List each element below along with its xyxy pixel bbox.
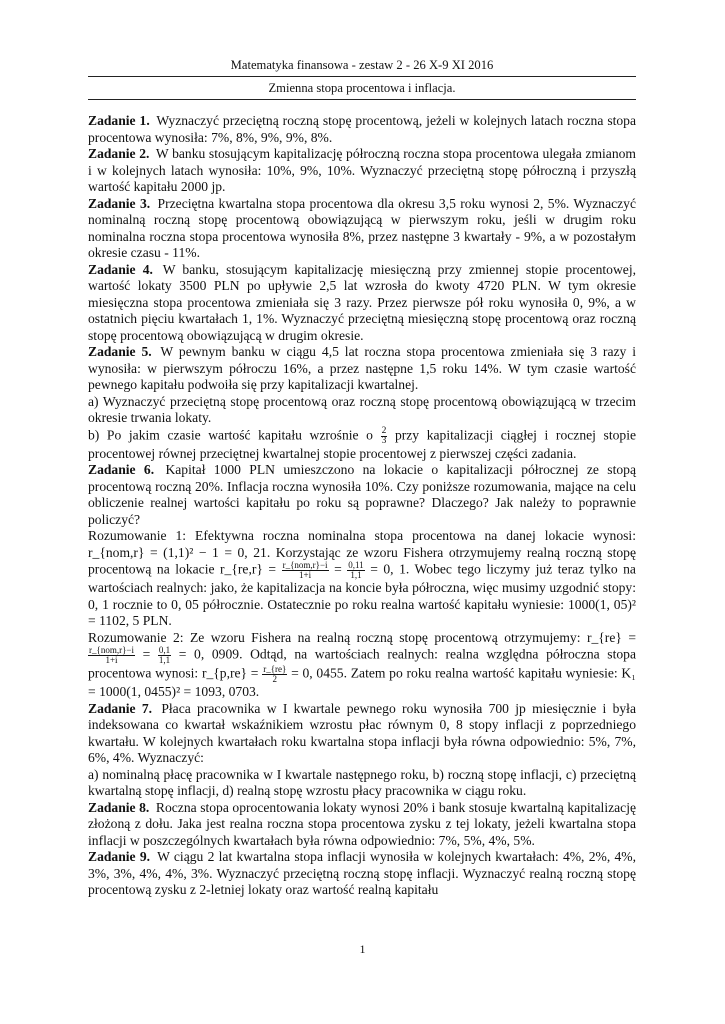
document-subtitle: Zmienna stopa procentowa i inflacja. [88,77,636,100]
task-label: Zadanie 2. [88,146,150,161]
fraction: r_{nom,r}−i 1+i [282,560,328,580]
task-text: Przeciętna kwartalna stopa procentowa dla okresu 3,5 roku wynosi 2, 5%. Wyznaczyć nominalną roczną stopę procentową obowiązującą w pierwszym roku, jeśli w drugim roku nominalna roczna stopa procentowa wynosiła 8%, przez następne 3 kwartały - 9%, a w pozostałym okresie czasu - 11%. [88,195,636,260]
task-text: Roczna stopa oprocentowania lokaty wynosi 20% i bank stosuje kwartalną kapitalizację złożoną z dołu. Jaka jest realna roczna stopa procentowa zysku z tej lokaty, jeżeli kwartalna stopa inflacji w poszczególnych kwartałach była równa odpowiednio: 7%, 5%, 4%, 5%. [88,799,637,848]
task-label: Zadanie 8. [88,799,150,815]
task-label: Zadanie 7. [88,700,153,716]
task-text: Kapitał 1000 PLN umieszczono na lokacie o kapitalizacji półrocznej ze stopą procentową roczną 20%. Inflacja roczna wynosiła 10%. Czy poniższe rozumowania, mające na celu obliczenie realnej wartości kapitału po roku są poprawne? Dlaczego? Jak należy to poprawnie policzyć? [88,462,636,527]
task-7 [88,701,636,767]
task-label: Zadanie 1. [88,113,150,128]
document-page [88,58,636,899]
task-text: Płaca pracownika w I kwartale pewnego roku wynosiła 700 jp miesięcznie i była indeksowana co kwartał wskaźnikiem wzrostu płac równym 0, 8 stopy inflacji z poprzedniego kwartału. W kolejnych kwartałach roku kwartalna stopa inflacji była równa odpowiednio: 5%, 7%, 6%, 4%. Wyznaczyć: [88,700,636,765]
task-5-part-b: b) Po jakim czasie wartość kapitału wzrośnie o $\frac{2}{3}$ przy kapitalizacji ciągłej i rocznej stopie procentowej równej przeciętnej kwartalnej stopie procentowej z pierwszej części zadania. [88,425,637,461]
task-label: Zadanie 4. [88,261,153,277]
reasoning-2: Rozumowanie 2: Ze wzoru Fishera na realną roczną stopę procentową otrzymujemy: r_{re} = r_{nom,r}−i 1+i = $\frac{0,1}{1,1}$ = 0, 0909. Odtąd, na wartościach realnych: realna względna półroczna stopa procentowa wynosi: r_{p,re} = $\frac{r\_\{re\}}{2}$ = 0, 0455. Zatem po roku realna wartość kapitału wyniesie: K₁ = 1000(1, 0455)² = 1093, 0703. [88,629,636,699]
document-body [88,113,636,899]
fraction: $\frac{r\_\{re\}}{2}$ [263,664,287,684]
task-text: W pewnym banku w ciągu 4,5 lat roczna stopa procentowa zmieniała się 3 razy i wynosiła: w pierwszym półroczu 16%, a przez następne 1,5 roku 14%. W tym czasie wartość pewnego kapitału podwoiła się przy kapitalizacji kwartalnej. [88,344,637,392]
fraction: $\frac{2}{3}$ [381,425,387,446]
task-8 [88,800,636,850]
document-title: Matematyka finansowa - zestaw 2 - 26 X-9 XI 2016 [88,58,636,77]
task-label: Zadanie 9. [88,849,151,864]
task-5 [88,344,636,394]
task-text: W banku stosującym kapitalizację półroczną roczna stopa procentowa ulegała zmianom i w kolejnych latach wynosiła: 10%, 9%, 10%. Wyznaczyć przeciętną stopę półroczną i przyszłą wartość kapitału 2000 jp. [88,146,637,194]
task-label: Zadanie 6. [88,462,155,477]
fraction: $\frac{0,1}{1,1}$ [158,645,171,665]
task-6 [88,462,636,528]
reasoning-1: Rozumowanie 1: Efektywna roczna nominalna stopa procentowa na danej lokacie wynosi: r_{nom,r} = (1,1)² − 1 = 0, 21. Korzystając ze wzoru Fishera otrzymujemy realną roczną stopę procentową na lokacie r_{re,r} = r_{nom,r}−i 1+i = $\frac{0,11}{1,1}$ = 0, 1. Wobec tego liczymy już teraz tylko na wartościach realnych: jako, że kapitalizacja na koncie była półroczna, więc musimy uzgodnić stopy: 0, 1 rocznie to 0, 05 półrocznie. Ostatecznie po roku realna wartość kapitału wyniesie: 1000(1, 05)² = 1102, 5 PLN. [88,528,636,628]
task-5-part-a: a) Wyznaczyć przeciętną stopę procentową oraz roczną stopę procentową obowiązującą w trzecim okresie trwania lokaty. [88,393,636,425]
task-text: Wyznaczyć przeciętną roczną stopę procentową, jeżeli w kolejnych latach roczna stopa procentowa wynosiła: 7%, 8%, 9%, 9%, 8%. [88,113,637,145]
fraction: r_{nom,r}−i 1+i [89,645,134,665]
task-label: Zadanie 3. [88,195,151,211]
task-label: Zadanie 5. [88,344,152,359]
task-text: W banku, stosującym kapitalizację miesięczną przy zmiennej stopie procentowej, wartość lokaty 3500 PLN po upływie 2,5 lat wzrosła do kwoty 4720 PLN. W tym okresie miesięczna stopa procentowa zmieniała się 3 razy. Przez pierwsze pół roku wynosiła 0, 9%, a w ostatnich pięciu kwartałach 1, 1%. Wyznaczyć przeciętną miesięczną stopę procentową oraz roczną stopę procentową obowiązującą w drugim okresie. [88,261,636,343]
task-9 [88,849,636,899]
task-7-subtasks: a) nominalną płacę pracownika w I kwartale następnego roku, b) roczną stopę inflacji, c) przeciętną kwartalną stopę inflacji, d) realną stopę wzrostu płacy pracownika w ciągu roku. [88,766,636,798]
task-4 [88,262,636,345]
fraction: $\frac{0,11}{1,1}$ [348,560,364,580]
task-2 [88,146,636,196]
task-3 [88,196,636,262]
task-text: W ciągu 2 lat kwartalna stopa inflacji wynosiła w kolejnych kwartałach: 4%, 2%, 4%, 3%, 3%, 4%, 4%, 3%. Wyznaczyć przeciętną roczną stopę inflacji. Wyznaczyć realną roczną stopę procentową zysku z 2-letniej lokaty oraz wartość realną kapitału [88,849,637,897]
task-1 [88,113,636,146]
page-number: 1 [359,942,366,956]
